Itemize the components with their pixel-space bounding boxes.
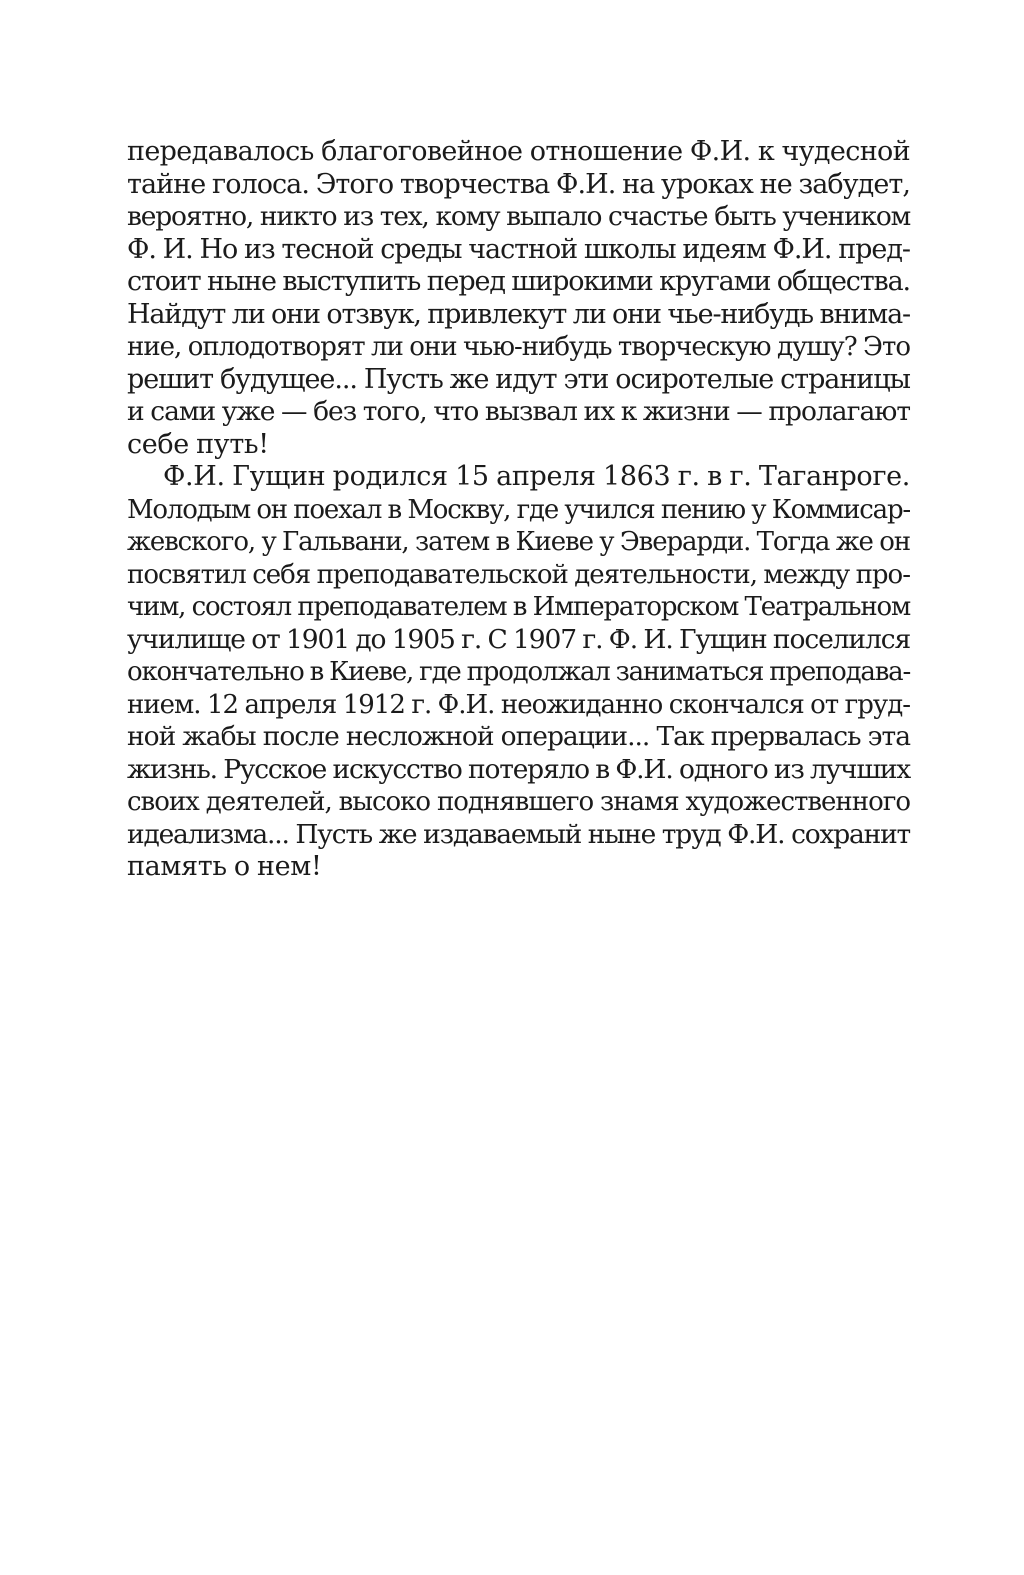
text-line: Найдут ли они отзвук, привлекут ли они чье-нибудь внима- bbox=[127, 298, 910, 330]
text-line: вероятно, никто из тех, кому выпало счастье быть учеником bbox=[127, 201, 910, 232]
body-text bbox=[127, 136, 910, 884]
text-line: себе путь! bbox=[127, 428, 269, 460]
paragraph-continued bbox=[127, 136, 910, 461]
text-line: Молодым он поехал в Москву, где учился пению у Коммисар- bbox=[127, 494, 910, 525]
text-line: передавалось благоговейное отношение Ф.И. к чудесной bbox=[127, 136, 910, 167]
text-line: нием. 12 апреля 1912 г. Ф.И. неожиданно скончался от груд- bbox=[127, 689, 910, 720]
text-line: своих деятелей, высоко поднявшего знамя художественного bbox=[127, 787, 910, 817]
text-line: ние, оплодотворят ли они чью-нибудь творческую душу? Это bbox=[127, 332, 910, 362]
text-line: училище от 1901 до 1905 г. С 1907 г. Ф. И. Гущин поселился bbox=[127, 623, 911, 655]
text-line: и сами уже — без того, что вызвал их к жизни — пролагают bbox=[127, 396, 910, 427]
text-line: жизнь. Русское искусство потеряло в Ф.И. одного из лучших bbox=[127, 753, 910, 785]
text-line: Ф.И. Гущин родился 15 апреля 1863 г. в г. Таганроге. bbox=[163, 461, 910, 492]
text-line: память о нем! bbox=[127, 851, 322, 882]
text-line: идеализма... Пусть же издаваемый ныне труд Ф.И. сохранит bbox=[127, 818, 910, 850]
text-line: Ф. И. Но из тесной среды частной школы идеям Ф.И. пред- bbox=[127, 233, 910, 265]
text-line: стоит ныне выступить перед широкими кругами общества. bbox=[127, 266, 910, 297]
text-line: жевского, у Гальвани, затем в Киеве у Эверарди. Тогда же он bbox=[127, 527, 910, 557]
text-line: решит будущее... Пусть же идут эти осиротелые страницы bbox=[127, 363, 910, 395]
text-line: окончательно в Киеве, где продолжал заниматься преподава- bbox=[127, 657, 911, 687]
text-line: ной жабы после несложной операции... Так прервалась эта bbox=[127, 721, 910, 752]
text-line: чим, состоял преподавателем в Императорском Театральном bbox=[127, 592, 910, 622]
text-line: посвятил себя преподавательской деятельности, между про- bbox=[127, 559, 910, 590]
paragraph-biography bbox=[127, 461, 910, 884]
text-line: тайне голоса. Этого творчества Ф.И. на уроках не забудет, bbox=[127, 168, 910, 200]
